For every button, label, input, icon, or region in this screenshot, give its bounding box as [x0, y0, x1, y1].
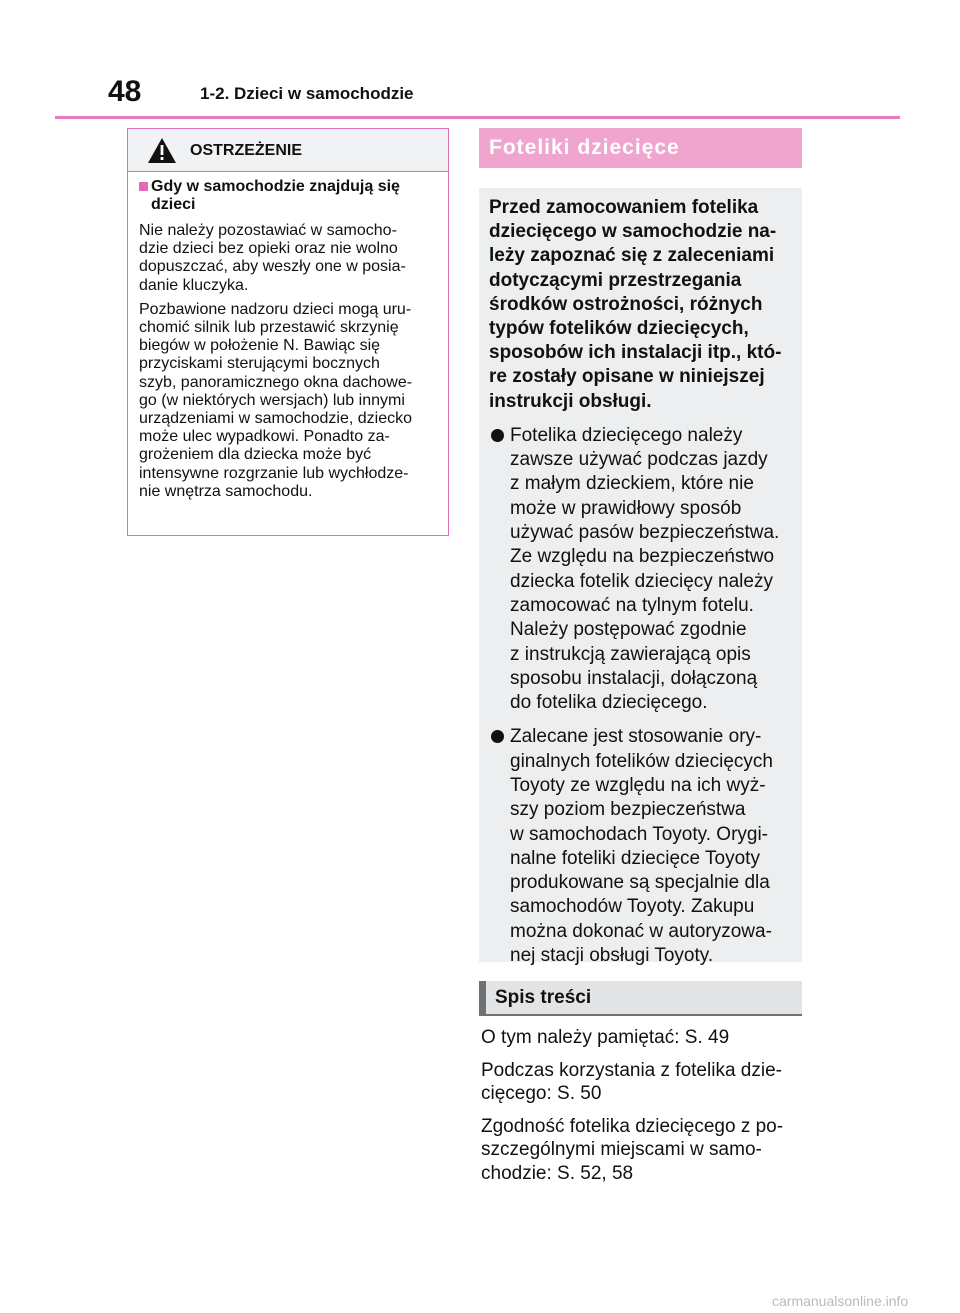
bullet-text: Fotelika dziecięcego należy zawsze używać podczas jazdy z małym dzieckiem, które nie może w prawidłowy sposób używać pasów bezpieczeństwa. Ze względu na bezpieczeństwo dziecka fotelik dziecięcy należy zamocować na tylnym fotelu. Należy postępować zgodnie z instrukcją zawierającą opis sposobu instalacji, dołączoną do fotelika dziecięcego. — [510, 424, 780, 714]
round-bullet-icon — [491, 730, 504, 743]
toc-item[interactable]: Podczas korzystania z fotelika dzie- cięcego: S. 50 — [481, 1059, 782, 1104]
toc-title: Spis treści — [495, 987, 592, 1008]
intro-text: Przed zamocowaniem fotelika dziecięcego w samochodzie na- leży zapoznać się z zaleceniami dotyczącymi przestrzegania środków ostrożności, różnych typów fotelików dziecięcych, sposobów ich instalacji itp., któ- re zostały opisane w niniejszej instrukcji obsługi. — [489, 197, 782, 412]
round-bullet-icon — [491, 429, 504, 442]
page-number: 48 — [108, 75, 142, 108]
toc-item[interactable]: O tym należy pamiętać: S. 49 — [481, 1027, 730, 1048]
warning-subtitle — [139, 178, 441, 214]
warning-subtitle-text: Gdy w samochodzie znajdują się dzieci — [151, 178, 400, 213]
warning-title: OSTRZEŻENIE — [190, 142, 303, 159]
page-header — [55, 72, 900, 119]
toc-heading-band — [479, 981, 802, 1016]
info-box — [479, 188, 802, 967]
bullet-item — [489, 725, 796, 968]
square-bullet-icon — [139, 182, 148, 191]
section-heading: Foteliki dziecięce — [489, 136, 680, 159]
watermark: carmanualsonline.info — [772, 1293, 909, 1309]
warning-body — [128, 172, 448, 501]
bullet-item — [489, 424, 796, 716]
bullet-text: Zalecane jest stosowanie ory- ginalnych fotelików dziecięcych Toyoty ze względu na ich wyż- szy poziom bezpieczeństwa w samochodach Toyoty. Orygi- nalne foteliki dziecięce Toyoty produkowane są specjalnie dla samochodów Toyoty. Zakupu można dokonać w autoryzowa- nej stacji obsługi Toyoty. — [510, 726, 773, 967]
toc-item[interactable]: Zgodność fotelika dziecięcego z po- szczególnymi miejscami w samo- chodzie: S. 52, 58 — [481, 1115, 784, 1184]
warning-box — [127, 128, 449, 536]
toc-list — [481, 1026, 803, 1194]
warning-triangle-icon — [147, 137, 177, 164]
section-title: 1-2. Dzieci w samochodzie — [200, 84, 414, 103]
warning-paragraph: Nie należy pozostawiać w samocho- dzie dzieci bez opieki oraz nie wolno dopuszczać, aby weszły one w posia- danie kluczyka. — [139, 222, 406, 294]
warning-paragraph: Pozbawione nadzoru dzieci mogą uru- chomić silnik lub przestawić skrzynię biegów w położenie N. Bawiąc się przyciskami sterującymi bocznych szyb, panoramicznego okna dachowe- go (w niektórych wersjach) lub innymi urządzeniami w samochodzie, dziecko może ulec wypadkowi. Ponadto za- grożeniem dla dziecka może być intensywne rozgrzanie lub wychłodze- nie wnętrza samochodu. — [139, 300, 413, 500]
section-heading-band — [479, 128, 802, 168]
warning-header — [128, 129, 448, 172]
